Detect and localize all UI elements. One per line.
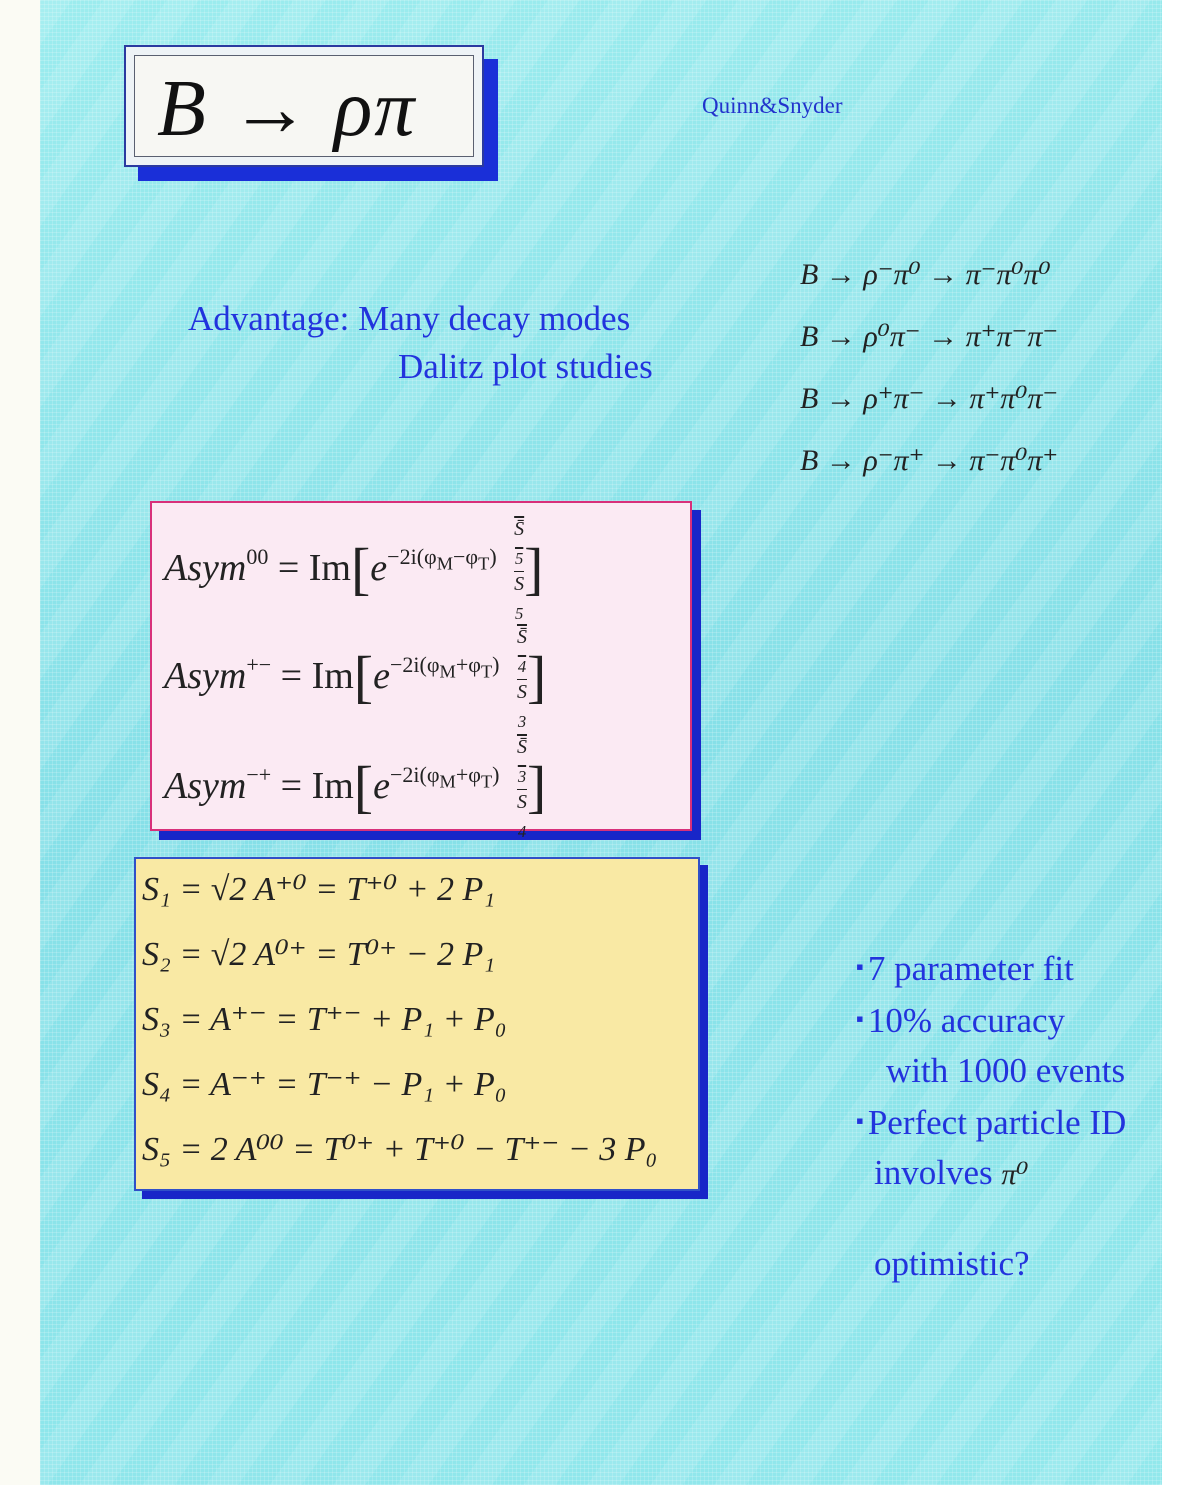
amplitude-equation: S₂ = √2 A⁰⁺ = T⁰⁺ − 2 P₁ — [142, 936, 496, 973]
slide-title: B → ρπ — [157, 65, 417, 153]
decay-mode: B → ρ⁰π⁻ → π⁺π⁻π⁻ — [800, 320, 1059, 353]
slide — [40, 0, 1162, 1485]
bullet-icon: ▪ — [856, 1108, 864, 1133]
bullet-icon: ▪ — [856, 1006, 864, 1031]
bullet-list — [856, 942, 1126, 1200]
bullet-item: ▪ 7 parameter fit — [856, 949, 1074, 988]
authors-label: Quinn&Snyder — [702, 93, 843, 118]
closing-question: optimistic? — [874, 1244, 1030, 1283]
asym-equation: Asym+− = $Im[e^{-2i(\varphi_M+\varphi_T)}$ S̄ $_4$ S $_3$ ] — [164, 625, 546, 734]
title-inner-frame — [134, 55, 474, 157]
ratio: S̄ $_4$ S $_3$ — [516, 626, 527, 731]
amplitude-equation: S₅ = 2 A⁰⁰ = T⁰⁺ + T⁺⁰ − T⁺⁻ − 3 P₀ — [142, 1131, 658, 1168]
title-box — [124, 45, 484, 167]
asymmetry-equations-box — [150, 501, 692, 841]
bullet-item: ▪ Perfect particle ID — [856, 1103, 1127, 1142]
ratio: S̄ $_5$ S $_5$ — [514, 518, 525, 623]
ratio: S̄ $_3$ S $_4$ — [516, 736, 527, 841]
decay-mode: B → ρ⁻π⁺ → π⁻π⁰π⁺ — [800, 444, 1059, 477]
decay-mode: B → ρ⁺π⁻ → π⁺π⁰π⁻ — [800, 382, 1059, 415]
amplitude-equation: S₁ = √2 A⁺⁰ = T⁺⁰ + 2 P₁ — [142, 871, 496, 908]
bullet-item: ▪ 10% accuracy — [856, 1001, 1066, 1040]
decay-modes-list — [800, 257, 1058, 505]
asym-equation: Asym−+ = $Im[e^{-2i(\varphi_M+\varphi_T)}$ S̄ $_3$ S $_4$ ] — [164, 735, 546, 844]
bullet-item-continuation: with 1000 events — [886, 1051, 1126, 1090]
advantage-line-2: Dalitz plot studies — [398, 347, 653, 386]
amplitude-equation: S₄ = A⁻⁺ = T⁻⁺ − P₁ + P₀ — [142, 1066, 507, 1103]
bullet-icon: ▪ — [856, 954, 864, 979]
advantage-line-1: Advantage: Many decay modes — [188, 299, 631, 338]
decay-mode: B → ρ⁻π⁰ → π⁻π⁰π⁰ — [800, 258, 1051, 291]
amplitude-equation: S₃ = A⁺⁻ = T⁺⁻ + P₁ + P₀ — [142, 1001, 507, 1038]
amplitude-equations-box — [134, 857, 700, 1191]
bullet-item-continuation: involves π⁰ — [874, 1153, 1029, 1192]
page-margin — [0, 0, 40, 1485]
asym-equation: Asym$^{00}$ = $Im[e^{-2i(\varphi_M-\varphi_T)}$ S̄ $_5$ S $_5$ ] — [164, 517, 543, 626]
advantage-text — [188, 295, 653, 391]
